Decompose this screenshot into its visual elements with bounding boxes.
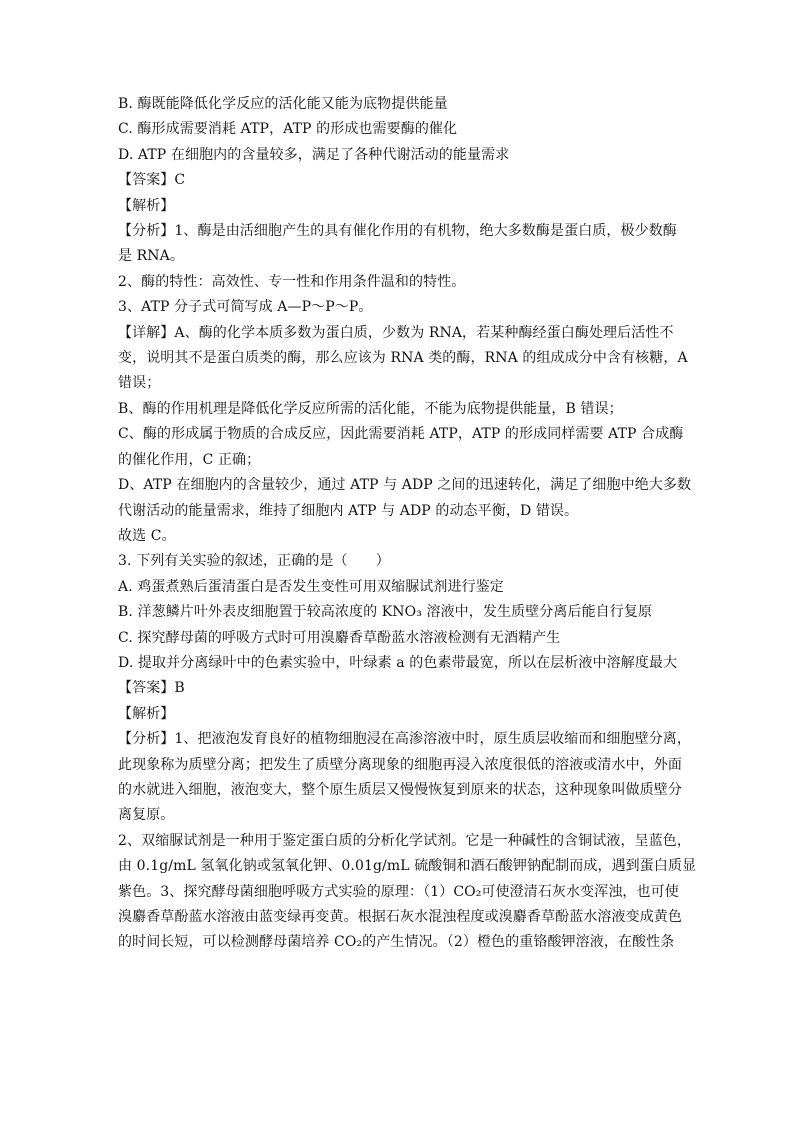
text-line: 代谢活动的能量需求，维持了细胞内 ATP 与 ADP 的动态平衡，D 错误。 <box>118 502 579 519</box>
text-line: 故选 C。 <box>118 527 176 544</box>
text-line: 此现象称为质壁分离；把发生了质壁分离现象的细胞再浸入浓度很低的溶液或清水中，外面 <box>118 756 682 773</box>
text-line: 的时间长短，可以检测酵母菌培养 CO₂的产生情况。（2）橙色的重铬酸钾溶液，在酸性条 <box>118 934 675 951</box>
document-body <box>118 92 697 956</box>
text-line: 2、双缩脲试剂是一种用于鉴定蛋白质的分析化学试剂。它是一种碱性的含铜试液，呈蓝色， <box>118 832 692 849</box>
text-line: 的催化作用，C 正确； <box>118 451 261 468</box>
text-line: 离复原。 <box>118 807 175 824</box>
text-line: C、酶的形成属于物质的合成反应，因此需要消耗 ATP，ATP 的形成同样需要 ATP 合成酶 <box>118 426 684 443</box>
text-line: 【答案】B <box>118 680 185 697</box>
text-line: B. 酶既能降低化学反应的活化能又能为底物提供能量 <box>118 96 448 112</box>
text-line: 【分析】1、把液泡发育良好的植物细胞浸在高渗溶液中时，原生质层收缩而和细胞壁分离， <box>118 731 692 748</box>
text-line: 变，说明其不是蛋白质类的酶，那么应该为 RNA 类的酶，RNA 的组成成分中含有核糖，A <box>118 350 688 367</box>
text-line: 【解析】 <box>118 705 175 722</box>
text-line: B、酶的作用机理是降低化学反应所需的活化能，不能为底物提供能量，B 错误； <box>118 400 623 417</box>
text-line: B. 洋葱鳞片叶外表皮细胞置于较高浓度的 KNO₃ 溶液中，发生质壁分离后能自行复原 <box>118 604 653 621</box>
text-line: A. 鸡蛋煮熟后蛋清蛋白是否发生变性可用双缩脲试剂进行鉴定 <box>118 578 504 595</box>
text-line: 是 RNA。 <box>118 248 184 265</box>
text-line: D、ATP 在细胞内的含量较少，通过 ATP 与 ADP 之间的迅速转化，满足了细胞中绝大多数 <box>118 477 692 494</box>
text-line: 【解析】 <box>118 197 175 214</box>
text-line: 【答案】C <box>118 172 186 189</box>
text-line: D. ATP 在细胞内的含量较多，满足了各种代谢活动的能量需求 <box>118 146 510 163</box>
text-line: 溴麝香草酚蓝水溶液由蓝变绿再变黄。根据石灰水混浊程度或溴麝香草酚蓝水溶液变成黄色 <box>118 909 682 925</box>
text-line: 由 0.1g/mL 氢氧化钠或氢氧化钾、0.01g/mL 硫酸铜和酒石酸钾钠配制而成，遇到蛋白质显 <box>118 858 697 875</box>
text-line: 2、酶的特性：高效性、专一性和作用条件温和的特性。 <box>118 273 466 290</box>
text-line: 的水就进入细胞，液泡变大，整个原生质层又慢慢恢复到原来的状态，这种现象叫做质壁分 <box>118 781 682 798</box>
text-line: 【分析】1、酶是由活细胞产生的具有催化作用的有机物，绝大多数酶是蛋白质，极少数酶 <box>118 223 677 240</box>
text-line: 【详解】A、酶的化学本质多数为蛋白质，少数为 RNA，若某种酶经蛋白酶处理后活性不 <box>118 324 674 341</box>
text-line: C. 酶形成需要消耗 ATP，ATP 的形成也需要酶的催化 <box>118 121 458 138</box>
text-line: C. 探究酵母菌的呼吸方式时可用溴麝香草酚蓝水溶液检测有无酒精产生 <box>118 629 561 646</box>
text-line: 错误； <box>118 375 161 392</box>
text-line: D. 提取并分离绿叶中的色素实验中，叶绿素 a 的色素带最宽，所以在层析液中溶解度最大 <box>118 654 678 671</box>
text-line: 3、ATP 分子式可简写成 A—P～P～P。 <box>118 299 373 316</box>
text-line: 紫色。3、探究酵母菌细胞呼吸方式实验的原理：（1）CO₂可使澄清石灰水变浑浊，也可使 <box>118 883 679 900</box>
text-line: 3. 下列有关实验的叙述，正确的是（ ） <box>118 553 390 570</box>
